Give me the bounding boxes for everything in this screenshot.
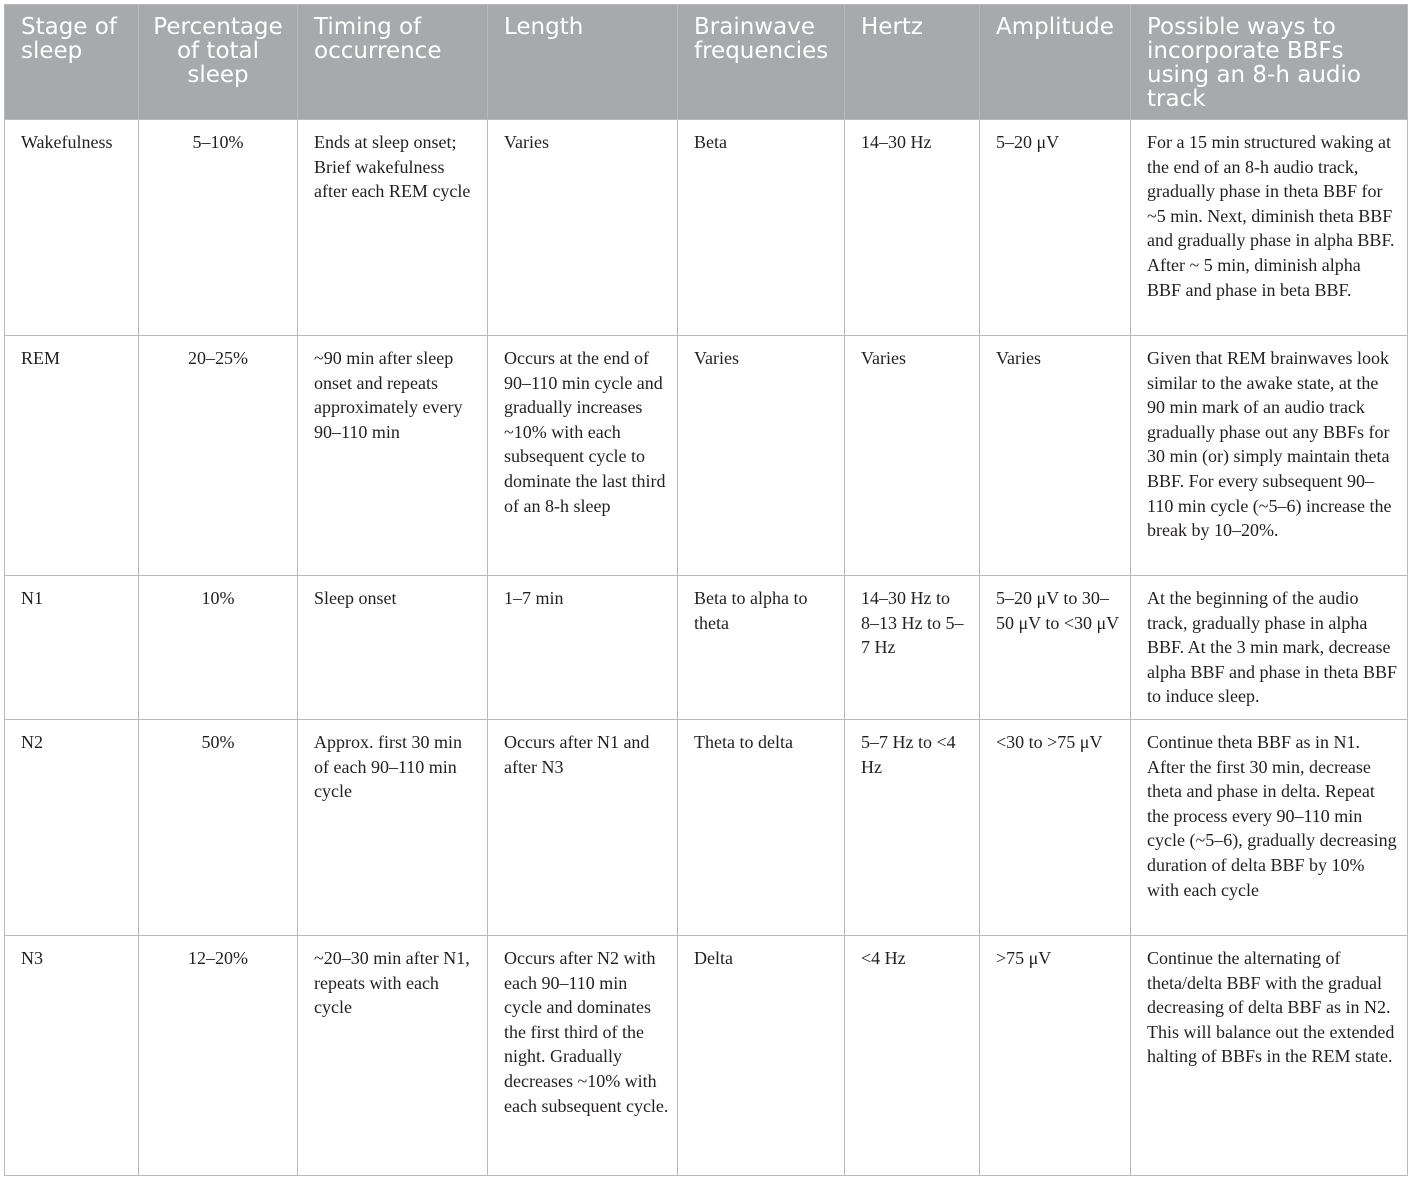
cell-length: Occurs after N1 and after N3: [488, 719, 678, 935]
cell-length: 1–7 min: [488, 576, 678, 720]
table-header: [5, 5, 1408, 120]
cell-percentage: 12–20%: [139, 935, 298, 1175]
cell-hertz: <4 Hz: [845, 935, 980, 1175]
cell-hertz: 14–30 Hz to 8–13 Hz to 5–7 Hz: [845, 576, 980, 720]
cell-length: Occurs at the end of 90–110 min cycle and gradually increases ~10% with each subsequent cycle to dominate the last third of an 8-h sleep: [488, 336, 678, 576]
cell-brainwave: Theta to delta: [678, 719, 845, 935]
cell-stage: N2: [5, 719, 139, 935]
cell-ways: At the beginning of the audio track, gradually phase in alpha BBF. At the 3 min mark, decrease alpha BBF and phase in theta BBF to induce sleep.: [1131, 576, 1408, 720]
cell-timing: Approx. first 30 min of each 90–110 min cycle: [298, 719, 488, 935]
header-brainwave: Brainwave frequencies: [678, 5, 845, 120]
header-timing: Timing of occurrence: [298, 5, 488, 120]
table-row: [5, 120, 1408, 336]
cell-brainwave: Beta: [678, 120, 845, 336]
table-row: [5, 935, 1408, 1175]
cell-brainwave: Varies: [678, 336, 845, 576]
table-body: [5, 120, 1408, 1176]
header-hertz: Hertz: [845, 5, 980, 120]
cell-timing: ~20–30 min after N1, repeats with each cycle: [298, 935, 488, 1175]
header-ways: Possible ways to incorporate BBFs using an 8-h audio track: [1131, 5, 1408, 120]
table-row: [5, 336, 1408, 576]
cell-timing: ~90 min after sleep onset and repeats approximately every 90–110 min: [298, 336, 488, 576]
cell-amplitude: Varies: [980, 336, 1131, 576]
sleep-stages-table: [4, 4, 1408, 1176]
table-row: [5, 576, 1408, 720]
cell-percentage: 10%: [139, 576, 298, 720]
cell-timing: Ends at sleep onset; Brief wakefulness after each REM cycle: [298, 120, 488, 336]
cell-amplitude: <30 to >75 μV: [980, 719, 1131, 935]
header-percentage: Percentage of total sleep: [139, 5, 298, 120]
cell-ways: Given that REM brainwaves look similar to the awake state, at the 90 min mark of an audio track gradually phase out any BBFs for 30 min (or) simply maintain theta BBF. For every subsequent 90–110 min cycle (~5–6) increase the break by 10–20%.: [1131, 336, 1408, 576]
cell-amplitude: >75 μV: [980, 935, 1131, 1175]
cell-percentage: 5–10%: [139, 120, 298, 336]
cell-stage: Wakefulness: [5, 120, 139, 336]
cell-brainwave: Beta to alpha to theta: [678, 576, 845, 720]
header-stage: Stage of sleep: [5, 5, 139, 120]
table-row: [5, 719, 1408, 935]
cell-ways: For a 15 min structured waking at the end of an 8-h audio track, gradually phase in theta BBF for ~5 min. Next, diminish theta BBF and gradually phase in alpha BBF. After ~ 5 min, diminish alpha BBF and phase in beta BBF.: [1131, 120, 1408, 336]
cell-stage: REM: [5, 336, 139, 576]
header-amplitude: Amplitude: [980, 5, 1131, 120]
cell-ways: Continue theta BBF as in N1. After the first 30 min, decrease theta and phase in delta. Repeat the process every 90–110 min cycle (~5–6), gradually decreasing duration of delta BBF by 10% with each cycle: [1131, 719, 1408, 935]
cell-hertz: Varies: [845, 336, 980, 576]
cell-ways: Continue the alternating of theta/delta BBF with the gradual decreasing of delta BBF as in N2. This will balance out the extended halting of BBFs in the REM state.: [1131, 935, 1408, 1175]
cell-length: Varies: [488, 120, 678, 336]
cell-percentage: 50%: [139, 719, 298, 935]
cell-length: Occurs after N2 with each 90–110 min cycle and dominates the first third of the night. Gradually decreases ~10% with each subsequent cycle.: [488, 935, 678, 1175]
header-length: Length: [488, 5, 678, 120]
cell-stage: N1: [5, 576, 139, 720]
cell-amplitude: 5–20 μV: [980, 120, 1131, 336]
cell-hertz: 5–7 Hz to <4 Hz: [845, 719, 980, 935]
cell-hertz: 14–30 Hz: [845, 120, 980, 336]
cell-timing: Sleep onset: [298, 576, 488, 720]
cell-percentage: 20–25%: [139, 336, 298, 576]
header-row: [5, 5, 1408, 120]
cell-brainwave: Delta: [678, 935, 845, 1175]
cell-amplitude: 5–20 μV to 30–50 μV to <30 μV: [980, 576, 1131, 720]
cell-stage: N3: [5, 935, 139, 1175]
